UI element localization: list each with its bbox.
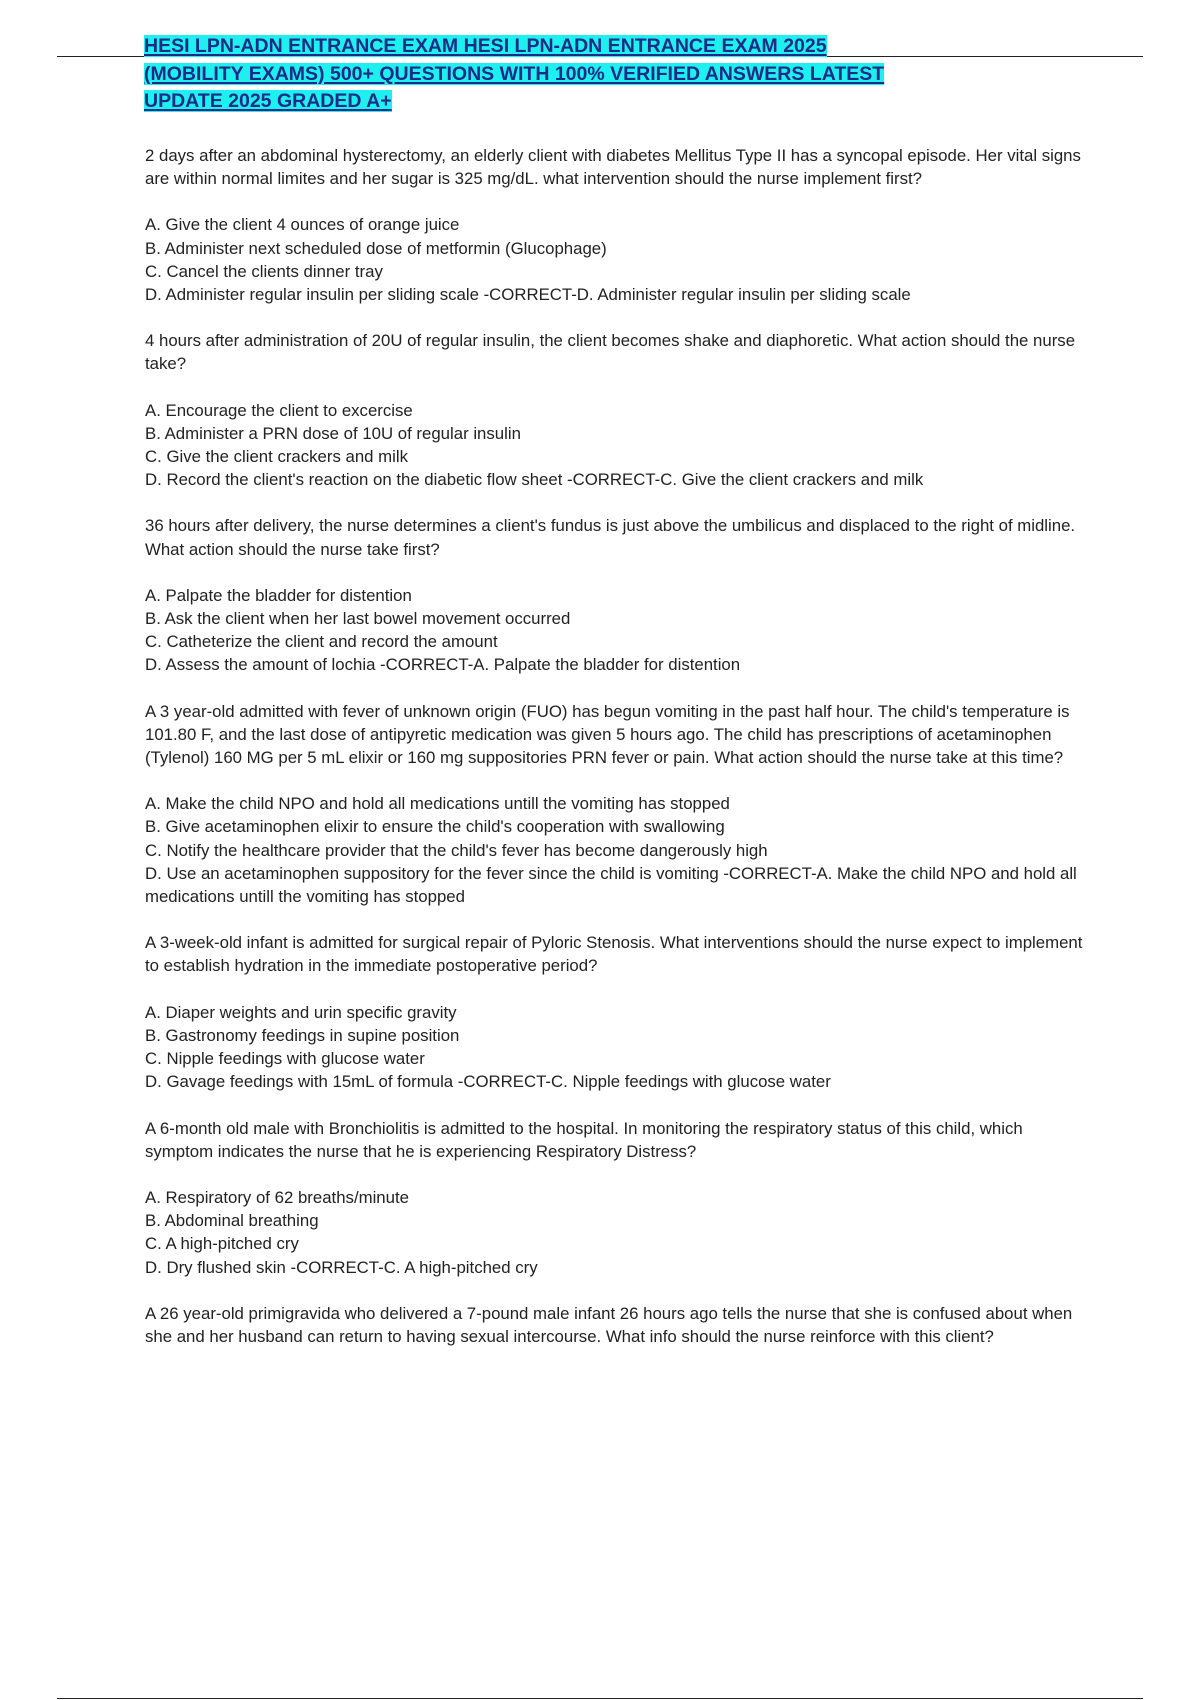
title-line: UPDATE 2025 GRADED A+ <box>144 90 392 112</box>
question-text: A 3-week-old infant is admitted for surgical repair of Pyloric Stenosis. What interventions should the nurse expect to implement to establish hydration in the immediate postoperative period? <box>145 933 1083 976</box>
answer-option: D. Use an acetaminophen suppository for the fever since the child is vomiting -CORRECT-A. Make the child NPO and hold all medications untill the vomiting has stopped <box>145 863 1077 907</box>
question-text: A 26 year-old primigravida who delivered a 7-pound male infant 26 hours ago tells the nurse that she is confused about when she and her husband can return to having sexual intercourse. What info should the nurse reinforce with this client? <box>145 1303 1073 1346</box>
answer-option: C. Cancel the clients dinner tray <box>145 261 383 281</box>
answer-option: A. Respiratory of 62 breaths/minute <box>145 1187 409 1207</box>
answer-option: A. Make the child NPO and hold all medications untill the vomiting has stopped <box>145 794 730 814</box>
answer-option: D. Gavage feedings with 15mL of formula -CORRECT-C. Nipple feedings with glucose water <box>145 1072 831 1092</box>
answer-option: A. Give the client 4 ounces of orange juice <box>145 215 460 235</box>
answer-option: C. Nipple feedings with glucose water <box>145 1049 425 1069</box>
footer-rule <box>57 1698 1143 1699</box>
answer-options <box>145 792 1095 908</box>
answer-option: B. Give acetaminophen elixir to ensure the child's cooperation with swallowing <box>145 817 725 837</box>
question-block <box>145 931 1095 1093</box>
question-block <box>145 1302 1095 1348</box>
answer-option: B. Administer next scheduled dose of metformin (Glucophage) <box>145 238 607 258</box>
answer-option: D. Record the client's reaction on the diabetic flow sheet -CORRECT-C. Give the client crackers and milk <box>145 470 924 490</box>
answer-option: B. Abdominal breathing <box>145 1211 319 1231</box>
answer-option: B. Gastronomy feedings in supine position <box>145 1025 460 1045</box>
answer-options <box>145 213 1095 306</box>
answer-option: A. Encourage the client to excercise <box>145 400 413 420</box>
question-text: A 6-month old male with Bronchiolitis is admitted to the hospital. In monitoring the respiratory status of this child, which symptom indicates the nurse that he is experiencing Respiratory Distress? <box>145 1118 1023 1161</box>
question-block <box>145 514 1095 676</box>
answer-option: D. Assess the amount of lochia -CORRECT-A. Palpate the bladder for distention <box>145 655 741 675</box>
title-line: HESI LPN-ADN ENTRANCE EXAM HESI LPN-ADN ENTRANCE EXAM 2025 <box>144 35 827 57</box>
answer-option: A. Diaper weights and urin specific gravity <box>145 1002 457 1022</box>
question-text: 2 days after an abdominal hysterectomy, an elderly client with diabetes Mellitus Type II has a syncopal episode. Her vital signs are within normal limites and her sugar is 325 mg/dL. what intervention should the nurse implement first? <box>145 146 1081 189</box>
answer-options <box>145 399 1095 492</box>
question-text: A 3 year-old admitted with fever of unknown origin (FUO) has begun vomiting in the past half hour. The child's temperature is 101.80 F, and the last dose of antipyretic medication was given 5 hours ago. The child has prescriptions of acetaminophen (Tylenol) 160 MG per 5 mL elixir or 160 mg suppositories PRN fever or pain. What action should the nurse take at this time? <box>145 701 1070 768</box>
answer-option: D. Dry flushed skin -CORRECT-C. A high-pitched cry <box>145 1257 538 1277</box>
answer-option: B. Ask the client when her last bowel movement occurred <box>145 609 571 629</box>
answer-options <box>145 1001 1095 1094</box>
question-list <box>145 144 1095 1371</box>
answer-option: A. Palpate the bladder for distention <box>145 585 412 605</box>
question-block <box>145 144 1095 306</box>
answer-options <box>145 1186 1095 1279</box>
question-block <box>145 329 1095 491</box>
answer-option: C. Give the client crackers and milk <box>145 447 408 467</box>
document-title <box>144 33 1044 116</box>
answer-option: C. A high-pitched cry <box>145 1234 299 1254</box>
answer-option: B. Administer a PRN dose of 10U of regular insulin <box>145 423 521 443</box>
question-block <box>145 1117 1095 1279</box>
answer-option: D. Administer regular insulin per sliding scale -CORRECT-D. Administer regular insulin per sliding scale <box>145 285 911 305</box>
title-line: (MOBILITY EXAMS) 500+ QUESTIONS WITH 100% VERIFIED ANSWERS LATEST <box>144 62 885 85</box>
answer-option: C. Catheterize the client and record the amount <box>145 632 498 652</box>
answer-option: C. Notify the healthcare provider that the child's fever has become dangerously high <box>145 840 768 860</box>
question-text: 36 hours after delivery, the nurse determines a client's fundus is just above the umbilicus and displaced to the right of midline. What action should the nurse take first? <box>145 516 1076 559</box>
question-text: 4 hours after administration of 20U of regular insulin, the client becomes shake and diaphoretic. What action should the nurse take? <box>145 331 1076 374</box>
question-block <box>145 700 1095 909</box>
answer-options <box>145 584 1095 677</box>
